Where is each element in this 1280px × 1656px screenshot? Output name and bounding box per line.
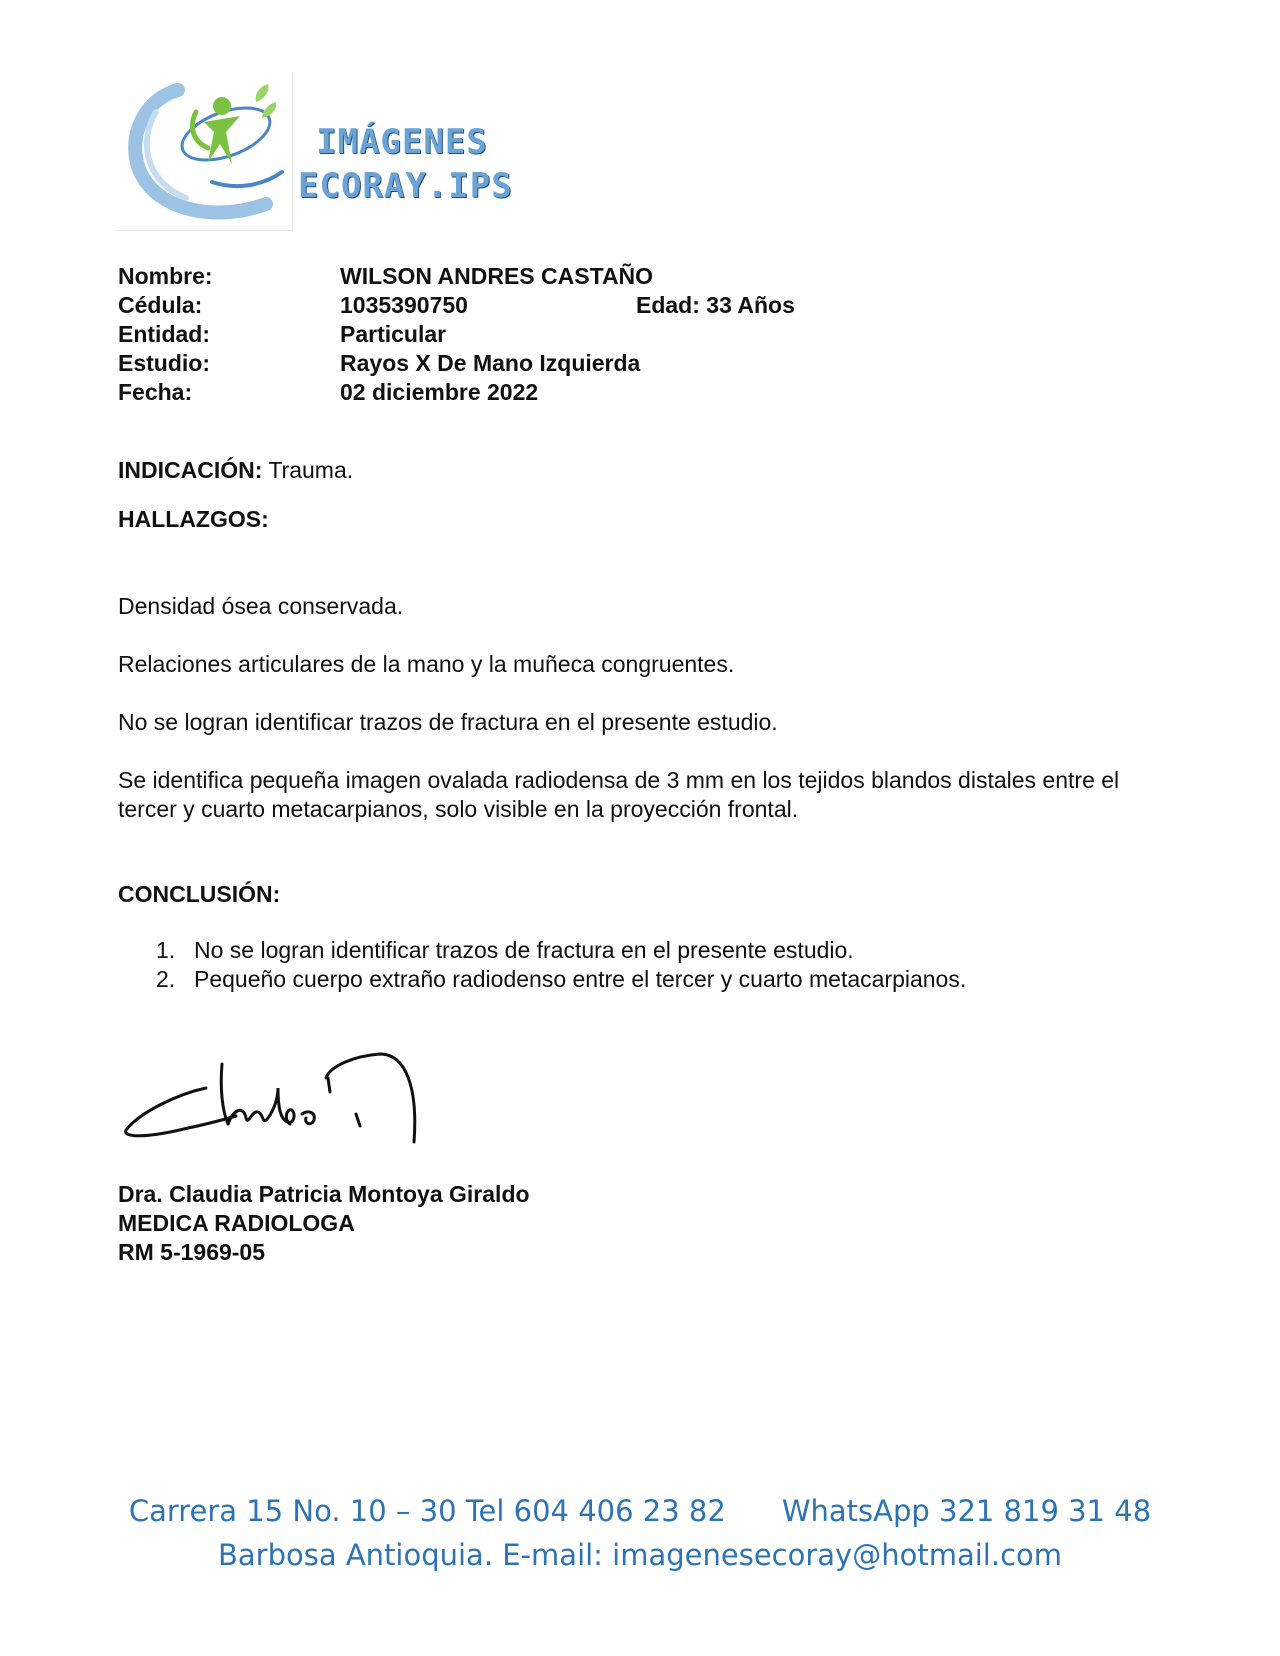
entity-label: Entidad: (118, 321, 210, 347)
footer-address: Carrera 15 No. 10 – 30 Tel 604 406 23 82 (128, 1494, 726, 1528)
patient-age: Edad: 33 Años (636, 292, 795, 318)
conclusion-number: 2. (156, 966, 176, 992)
doctor-name: Dra. Claudia Patricia Montoya Giraldo (118, 1181, 530, 1207)
footer-city-email: Barbosa Antioquia. E-mail: imagenesecoray@hotmail.com (217, 1538, 1063, 1572)
indication-text: Trauma. (262, 457, 354, 483)
findings-heading: HALLAZGOS: (118, 506, 269, 532)
finding-2: Relaciones articulares de la mano y la muñeca congruentes. (118, 651, 735, 677)
signature (118, 1048, 446, 1160)
doctor-registry: RM 5-1969-05 (118, 1239, 266, 1265)
conclusion-heading: CONCLUSIÓN: (118, 881, 281, 907)
logo-emblem-icon (116, 72, 292, 230)
study-label: Estudio: (118, 350, 210, 376)
patient-entity: Particular (340, 321, 447, 347)
doctor-block (118, 1180, 530, 1267)
patient-id: 1035390750 (340, 292, 468, 318)
name-label: Nombre: (118, 263, 213, 289)
conclusion-text: No se logran identificar trazos de fractura en el presente estudio. (194, 937, 854, 963)
logo-emblem-frame (116, 72, 293, 231)
patient-study: Rayos X De Mano Izquierda (340, 350, 641, 376)
patient-name: WILSON ANDRES CASTAÑO (340, 263, 654, 289)
footer-line-1 (0, 1494, 1280, 1528)
id-label: Cédula: (118, 292, 203, 318)
indication-label: INDICACIÓN: (118, 457, 263, 483)
logo-text-ecoray: ECORAY.IPS (298, 166, 513, 206)
finding-3: No se logran identificar trazos de fractura en el presente estudio. (118, 709, 778, 735)
conclusion-number: 1. (156, 937, 176, 963)
conclusion-text: Pequeño cuerpo extraño radiodenso entre el tercer y cuarto metacarpianos. (194, 966, 967, 992)
indication (118, 456, 1158, 485)
finding-4: Se identifica pequeña imagen ovalada radiodensa de 3 mm en los tejidos blandos distales entre el tercer y cuarto metacarpianos, solo visible en la proyección frontal. (118, 767, 1120, 822)
conclusion-item (118, 936, 966, 965)
conclusion-item (118, 965, 966, 994)
conclusion-list (118, 936, 966, 994)
doctor-title: MEDICA RADIOLOGA (118, 1210, 355, 1236)
clinic-logo (116, 72, 516, 232)
finding-1: Densidad ósea conservada. (118, 593, 404, 619)
logo-text-imagenes: IMÁGENES (316, 122, 488, 162)
date-label: Fecha: (118, 379, 193, 405)
footer-whatsapp: WhatsApp 321 819 31 48 (781, 1494, 1152, 1528)
report-date: 02 diciembre 2022 (340, 379, 539, 405)
